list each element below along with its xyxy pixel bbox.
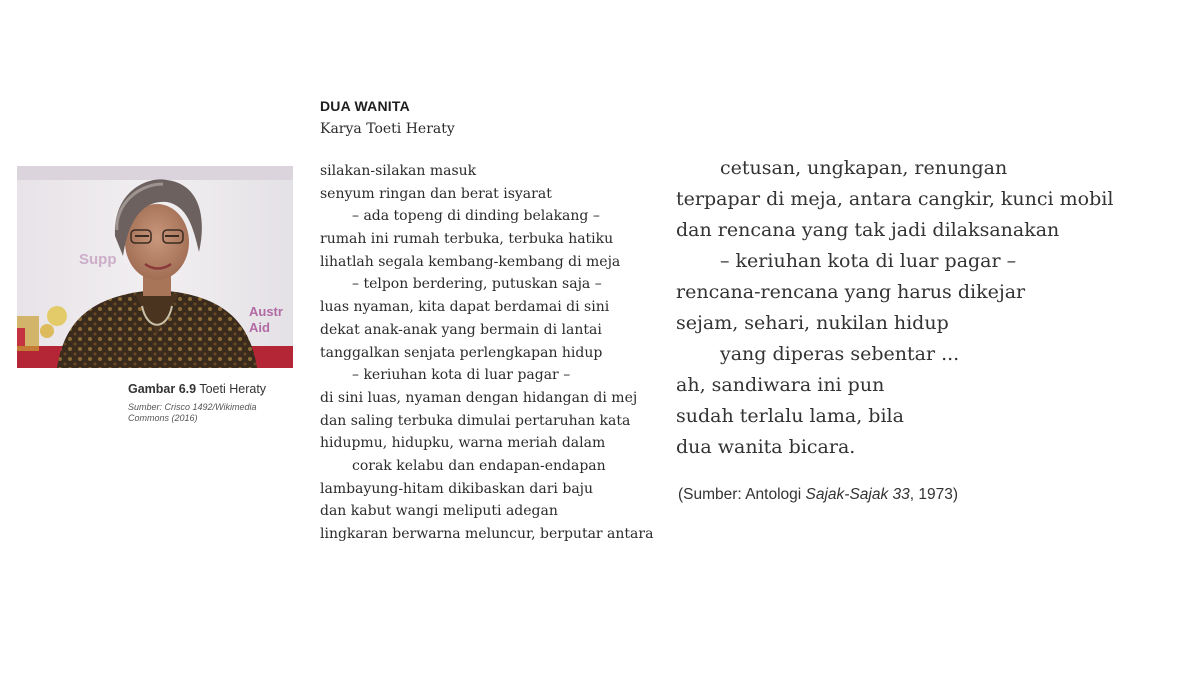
poem-line: lingkaran berwarna meluncur, berputar antara (320, 526, 654, 542)
poem-column-1 (320, 160, 680, 546)
poem-line: tanggalkan senjata perlengkapan hidup (320, 344, 603, 361)
poem-line: – ada topeng di dinding belakang – (352, 208, 600, 225)
figure-caption (128, 382, 266, 396)
poem-line: – keriuhan kota di luar pagar – (352, 367, 571, 384)
source-suffix: , 1973) (909, 486, 959, 503)
poem-line: cetusan, ungkapan, renungan (720, 157, 1008, 179)
poem-line: – telpon berdering, putuskan saja – (352, 276, 602, 293)
poem-line: rumah ini rumah terbuka, terbuka hatiku (320, 231, 614, 248)
poem-line: dua wanita bicara. (676, 436, 856, 458)
poem-line: sejam, sehari, nukilan hidup (676, 312, 949, 334)
poem-line: – keriuhan kota di luar pagar – (720, 250, 1017, 272)
poem-line: lihatlah segala kembang-kembang di meja (320, 253, 621, 270)
source-book-title: Sajak-Sajak 33 (805, 486, 910, 503)
poem-line: corak kelabu dan endapan-endapan (352, 457, 606, 474)
poem-line: dan kabut wangi meliputi adegan (320, 503, 558, 520)
figure-label: Gambar 6.9 (128, 382, 197, 396)
poem-line: senyum ringan dan berat isyarat (320, 185, 552, 202)
poem-line: terpapar di meja, antara cangkir, kunci mobil (676, 188, 1114, 210)
banner-text-3: Aid (249, 320, 270, 335)
poem-line: dekat anak-anak yang bermain di lantai (320, 321, 602, 338)
poem-line: yang diperas sebentar ... (720, 343, 960, 365)
banner-text-2: Austr (249, 304, 283, 319)
poem-line: hidupmu, hidupku, warna meriah dalam (320, 435, 606, 452)
banner-text-1: Supp (79, 251, 117, 268)
poem-line: rencana-rencana yang harus dikejar (676, 281, 1026, 303)
poem-line: lambayung-hitam dikibaskan dari baju (320, 480, 594, 497)
source-prefix: (Sumber: Antologi (678, 486, 806, 503)
portrait-photo (17, 166, 293, 368)
poem-line: dan saling terbuka dimulai pertaruhan kata (320, 412, 631, 429)
poem-line: di sini luas, nyaman dengan hidangan di mej (320, 389, 638, 406)
figure-name: Toeti Heraty (199, 382, 267, 396)
poem-line: dan rencana yang tak jadi dilaksanakan (676, 219, 1060, 241)
figure-source: Sumber: Crisco 1492/Wikimedia Commons (2016) (128, 402, 257, 423)
poem-line: ah, sandiwara ini pun (676, 374, 885, 396)
poem-column-2 (676, 153, 1186, 463)
poem-line: silakan-silakan masuk (320, 163, 477, 179)
poem-line: sudah terlalu lama, bila (676, 405, 904, 427)
poem-line: luas nyaman, kita dapat berdamai di sini (320, 299, 610, 316)
poem-title: DUA WANITA (320, 98, 410, 114)
poem-author: Karya Toeti Heraty (320, 121, 455, 137)
poem-source (678, 486, 958, 504)
